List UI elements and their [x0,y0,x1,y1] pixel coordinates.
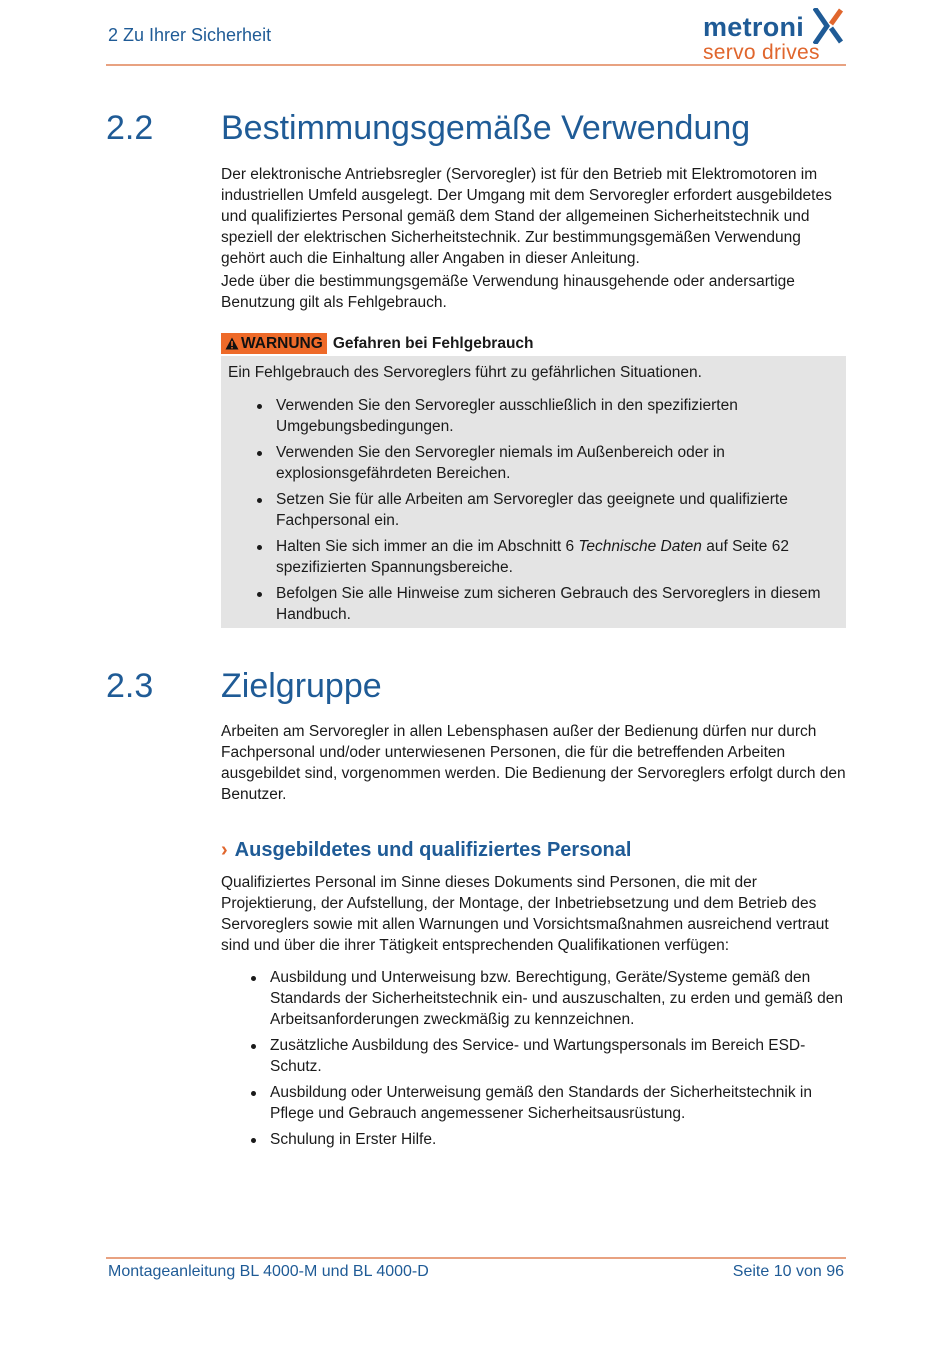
logo-x-icon [813,8,845,44]
list-item: Zusätzliche Ausbildung des Service- und Wartungspersonals im Bereich ESD-Schutz. [270,1035,850,1077]
warning-badge-label: WARNUNG [241,334,323,352]
section-reference: Technische Daten [578,538,702,555]
list-item: Setzen Sie für alle Arbeiten am Servoregler das geeignete und qualifizierte Fachpersonal ein. [276,489,836,531]
warning-badge [221,333,327,354]
warning-list [276,395,836,625]
subsection-heading [221,839,631,862]
qualification-list [270,967,850,1150]
warning-box [221,356,846,628]
section-number: 2.2 [106,109,154,147]
metronix-logo [700,8,850,64]
footer-page-number: Seite 10 von 96 [732,1263,844,1280]
section-title: Zielgruppe [221,667,382,705]
list-item [276,536,836,578]
section-number: 2.3 [106,667,154,705]
list-item: Befolgen Sie alle Hinweise zum sicheren Gebrauch des Servoreglers in diesem Handbuch. [276,583,836,625]
subsection-title: Ausgebildetes und qualifiziertes Personal [234,839,632,861]
paragraph: Qualifiziertes Personal im Sinne dieses Dokuments sind Personen, die mit der Projektierung, der Aufstellung, der Montage, der Inbetriebsetzung und dem Betrieb des Servoreglers sowie mit allen Warnungen und Vorsichtsmaßnahmen ausreichend vertraut sind und über die ihrer Tätigkeit entsprechenden Qualifikationen verfügen: [221,874,829,954]
list-item: Verwenden Sie den Servoregler ausschließlich in den spezifizierten Umgebungsbedingungen. [276,395,836,437]
list-item: Verwenden Sie den Servoregler niemals im Außenbereich oder in explosionsgefährdeten Bereichen. [276,442,836,484]
warning-triangle-icon [225,337,239,350]
logo-tagline: servo drives [703,41,820,64]
paragraph: Der elektronische Antriebsregler (Servoregler) ist für den Betrieb mit Elektromotoren im industriellen Umfeld ausgelegt. Der Umgang mit dem Servoregler erfordert ausgebildetes und qualifiziertes Personal gemäß dem Stand der allgemeinen Sicherheitstechnik und speziell der elektrischen Sicherheitstechnik. Zur bestimmungsgemäßen Verwendung gehört auch die Einhaltung aller Angaben in dieser Anleitung. [221,166,832,267]
logo-wordmark: metroni [703,12,805,42]
chapter-title: 2 Zu Ihrer Sicherheit [108,25,272,45]
warning-intro: Ein Fehlgebrauch des Servoreglers führt zu gefährlichen Situationen. [228,364,702,381]
paragraph: Arbeiten am Servoregler in allen Lebensphasen außer der Bedienung dürfen nur durch Fachpersonal und/oder unterwiesenen Personen, die für die betreffenden Arbeiten ausgebildet sind, vorgenommen werden. Die Bedienung der Servoreglers erfolgt durch den Benutzer. [221,723,846,803]
list-item: Schulung in Erster Hilfe. [270,1129,850,1150]
paragraph: Jede über die bestimmungsgemäße Verwendung hinausgehende oder andersartige Benutzung gilt als Fehlgebrauch. [221,273,795,311]
chevron-right-icon: › [221,839,228,861]
list-item: Ausbildung oder Unterweisung gemäß den Standards der Sicherheitstechnik in Pflege und Gebrauch angemessener Sicherheitsausrüstung. [270,1082,850,1124]
footer-document-title: Montageanleitung BL 4000-M und BL 4000-D [108,1263,429,1280]
footer-divider [106,1257,846,1259]
section-title: Bestimmungsgemäße Verwendung [221,109,751,147]
warning-title: Gefahren bei Fehlgebrauch [332,334,534,352]
warning-heading [221,333,534,354]
list-item: Ausbildung und Unterweisung bzw. Berechtigung, Geräte/Systeme gemäß den Standards der Sicherheitstechnik ein- und auszuschalten, zu erden und gemäß den Arbeitsanforderungen zweckmäßig zu kennzeichnen. [270,967,850,1030]
list-item-text: auf Seite 62 spezifizierten Spannungsbereiche. [276,538,789,576]
header-divider [106,64,846,66]
list-item-text: Halten Sie sich immer an die im Abschnitt 6 [276,538,579,555]
